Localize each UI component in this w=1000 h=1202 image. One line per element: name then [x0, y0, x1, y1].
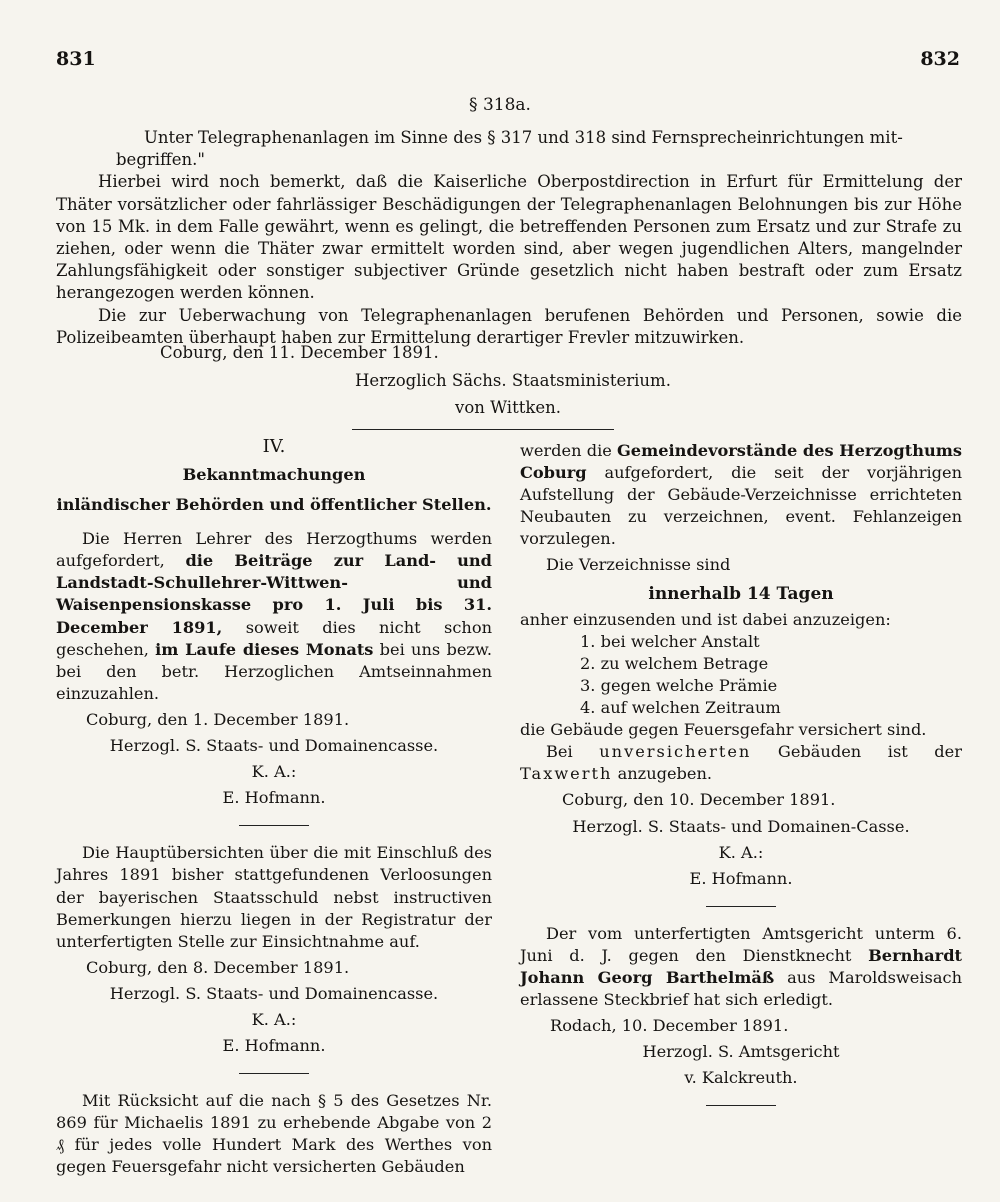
notice-bavarian-debt: Die Hauptübersichten über die mit Einschluß des Jahres 1891 bisher stattgefundenen Verloosungen der bayerischen Staatsschuld nebst instructiven Bemerkungen hierzu liegen in der Registratur der unterfertigten Stelle zur Einsichtnahme auf.	[56, 843, 492, 951]
notice-3-authority: Herzogl. S. Staats- und Domainen-Casse.	[572, 816, 910, 836]
notice-1-place-date: Coburg, den 1. December 1891.	[86, 709, 350, 729]
notice-1-ka: K. A.:	[251, 762, 297, 782]
paragraph-318a-line1: Unter Telegraphenanlagen im Sinne des § 317 und 318 sind Fernsprecheinrichtungen mit-	[144, 128, 903, 147]
notice-4-text-a: Der vom unterfertigten Amtsgericht unterm 6. Juni d. J. gegen den Dienstknecht	[520, 923, 962, 965]
top-authority: Herzoglich Sächs. Staatsministerium.	[355, 371, 671, 390]
notice-4-text-c: aus Maroldsweisach erlassene Steckbrief hat sich erledigt.	[520, 967, 962, 1010]
notice-4-text-b: Bernhardt Johann Georg Barthelmäß	[520, 945, 962, 987]
notice-1-text-d: im Laufe dieses Monats	[155, 639, 374, 659]
declaration-list	[520, 631, 962, 719]
lists-intro: Die Verzeichnisse sind	[546, 555, 731, 575]
list-item: 1. bei welcher Anstalt	[580, 631, 760, 651]
notice-4-place-date: Rodach, 10. December 1891.	[550, 1016, 789, 1036]
left-column	[56, 434, 492, 1179]
uninsured-text-c: Gebäuden ist der	[751, 742, 962, 762]
list-item: 3. gegen welche Prämie	[580, 675, 778, 695]
notice-warrant-settled	[520, 923, 962, 1011]
notice-4-authority: Herzogl. S. Amtsgericht	[642, 1042, 840, 1062]
separator-rule	[352, 429, 614, 430]
notice-3-signature: E. Hofmann.	[689, 868, 793, 888]
deadline: innerhalb 14 Tagen	[648, 583, 834, 604]
page-number-right: 832	[920, 48, 960, 70]
notice-1-authority: Herzogl. S. Staats- und Domainencasse.	[109, 736, 439, 756]
separator-rule	[239, 825, 309, 826]
top-section-body	[56, 127, 962, 349]
uninsured-buildings-text	[520, 741, 962, 785]
uninsured-text-e: anzugeben.	[612, 764, 713, 784]
right-column	[520, 440, 962, 1106]
notice-building-levy-continued	[520, 440, 962, 550]
notice-3-text-b: Gemeindevorstände des Herzogthums Coburg	[520, 441, 962, 483]
heading-bekanntmachungen: Bekanntmachungen	[182, 465, 366, 484]
notice-1-signature: E. Hofmann.	[222, 788, 326, 808]
separator-rule	[239, 1073, 309, 1074]
paragraph-police: Die zur Ueberwachung von Telegraphenanlagen berufenen Behörden und Personen, sowie die Polizeibeamten überhaupt haben zur Ermittelung derartiger Frevler mitzuwirken.	[56, 305, 962, 347]
paragraph-reward: Hierbei wird noch bemerkt, daß die Kaiserliche Oberpostdirection in Erfurt für Ermittelung der Thäter vorsätzlicher oder fahrlässiger Beschädigungen der Telegraphenanlagen Belohnungen bis zur Höhe von 15 Mk. in dem Falle gewährt, wenn es gelingt, die betreffenden Personen zum Ersatz und zur Strafe zu ziehen, oder wenn die Thäter zwar ermittelt worden sind, aber wegen jugendlichen Alters, mangelnder Zahlungsfähigkeit oder sonstiger subjectiver Gründe gesetzlich nicht haben bestraft oder zum Ersatz herangezogen werden können.	[56, 172, 962, 303]
section-heading: § 318a.	[469, 95, 531, 115]
notice-4-signature: v. Kalckreuth.	[684, 1068, 798, 1088]
heading-inlaendischer-behoerden: inländischer Behörden und öffentlicher Stellen.	[56, 495, 492, 515]
separator-rule	[706, 1105, 776, 1106]
list-item: 4. auf welchen Zeitraum	[580, 698, 781, 718]
notice-3-text-c: aufgefordert, die seit der vorjährigen Aufstellung der Gebäude-Verzeichnisse errichteten Neubauten zu verzeichnen, event. Fehlanzeigen vorzulegen.	[520, 463, 962, 549]
uninsured-text-b: unversicherten	[599, 742, 752, 762]
uninsured-text-a: Bei	[546, 742, 600, 762]
top-place-date: Coburg, den 11. December 1891.	[160, 343, 439, 362]
notice-3-text-a: werden die	[520, 441, 617, 460]
notice-3-place-date: Coburg, den 10. December 1891.	[562, 790, 836, 810]
notice-2-authority: Herzogl. S. Staats- und Domainencasse.	[109, 983, 439, 1003]
notice-1-text-e: bei uns bezw. bei den betr. Herzoglichen Amtseinnahmen einzuzahlen.	[56, 639, 492, 703]
notice-2-place-date: Coburg, den 8. December 1891.	[86, 957, 350, 977]
notice-1-text-a: Die Herren Lehrer des Herzogthums werden aufgefordert,	[56, 529, 492, 571]
notice-2-ka: K. A.:	[251, 1009, 297, 1029]
top-signature: von Wittken.	[455, 398, 561, 417]
after-list: die Gebäude gegen Feuersgefahr versichert sind.	[520, 720, 927, 740]
roman-numeral-heading: IV.	[262, 436, 286, 457]
notice-1-text-c: soweit dies nicht schon geschehen,	[56, 617, 493, 659]
separator-rule	[706, 906, 776, 907]
notice-building-levy: Mit Rücksicht auf die nach § 5 des Gesetzes Nr. 869 für Michaelis 1891 zu erhebende Abgabe von 2 ₰ für jedes volle Hundert Mark des Werthes von gegen Feuersgefahr nicht versicherten Gebäuden	[56, 1091, 492, 1177]
notice-1-text-b: die Beiträge zur Land- und Landstadt-Schullehrer-Wittwen- und Waisenpensionskasse pro 1. Juli bis 31. December 1891,	[56, 551, 492, 637]
list-item: 2. zu welchem Betrage	[580, 653, 769, 673]
notice-2-signature: E. Hofmann.	[222, 1036, 326, 1056]
paragraph-318a-line2: begriffen."	[116, 150, 206, 170]
page-number-left: 831	[56, 48, 96, 70]
notice-3-ka: K. A.:	[718, 842, 764, 862]
uninsured-text-d: Taxwerth	[520, 764, 613, 784]
instruction: anher einzusenden und ist dabei anzuzeigen:	[520, 609, 891, 629]
notice-school-contributions	[56, 528, 492, 705]
